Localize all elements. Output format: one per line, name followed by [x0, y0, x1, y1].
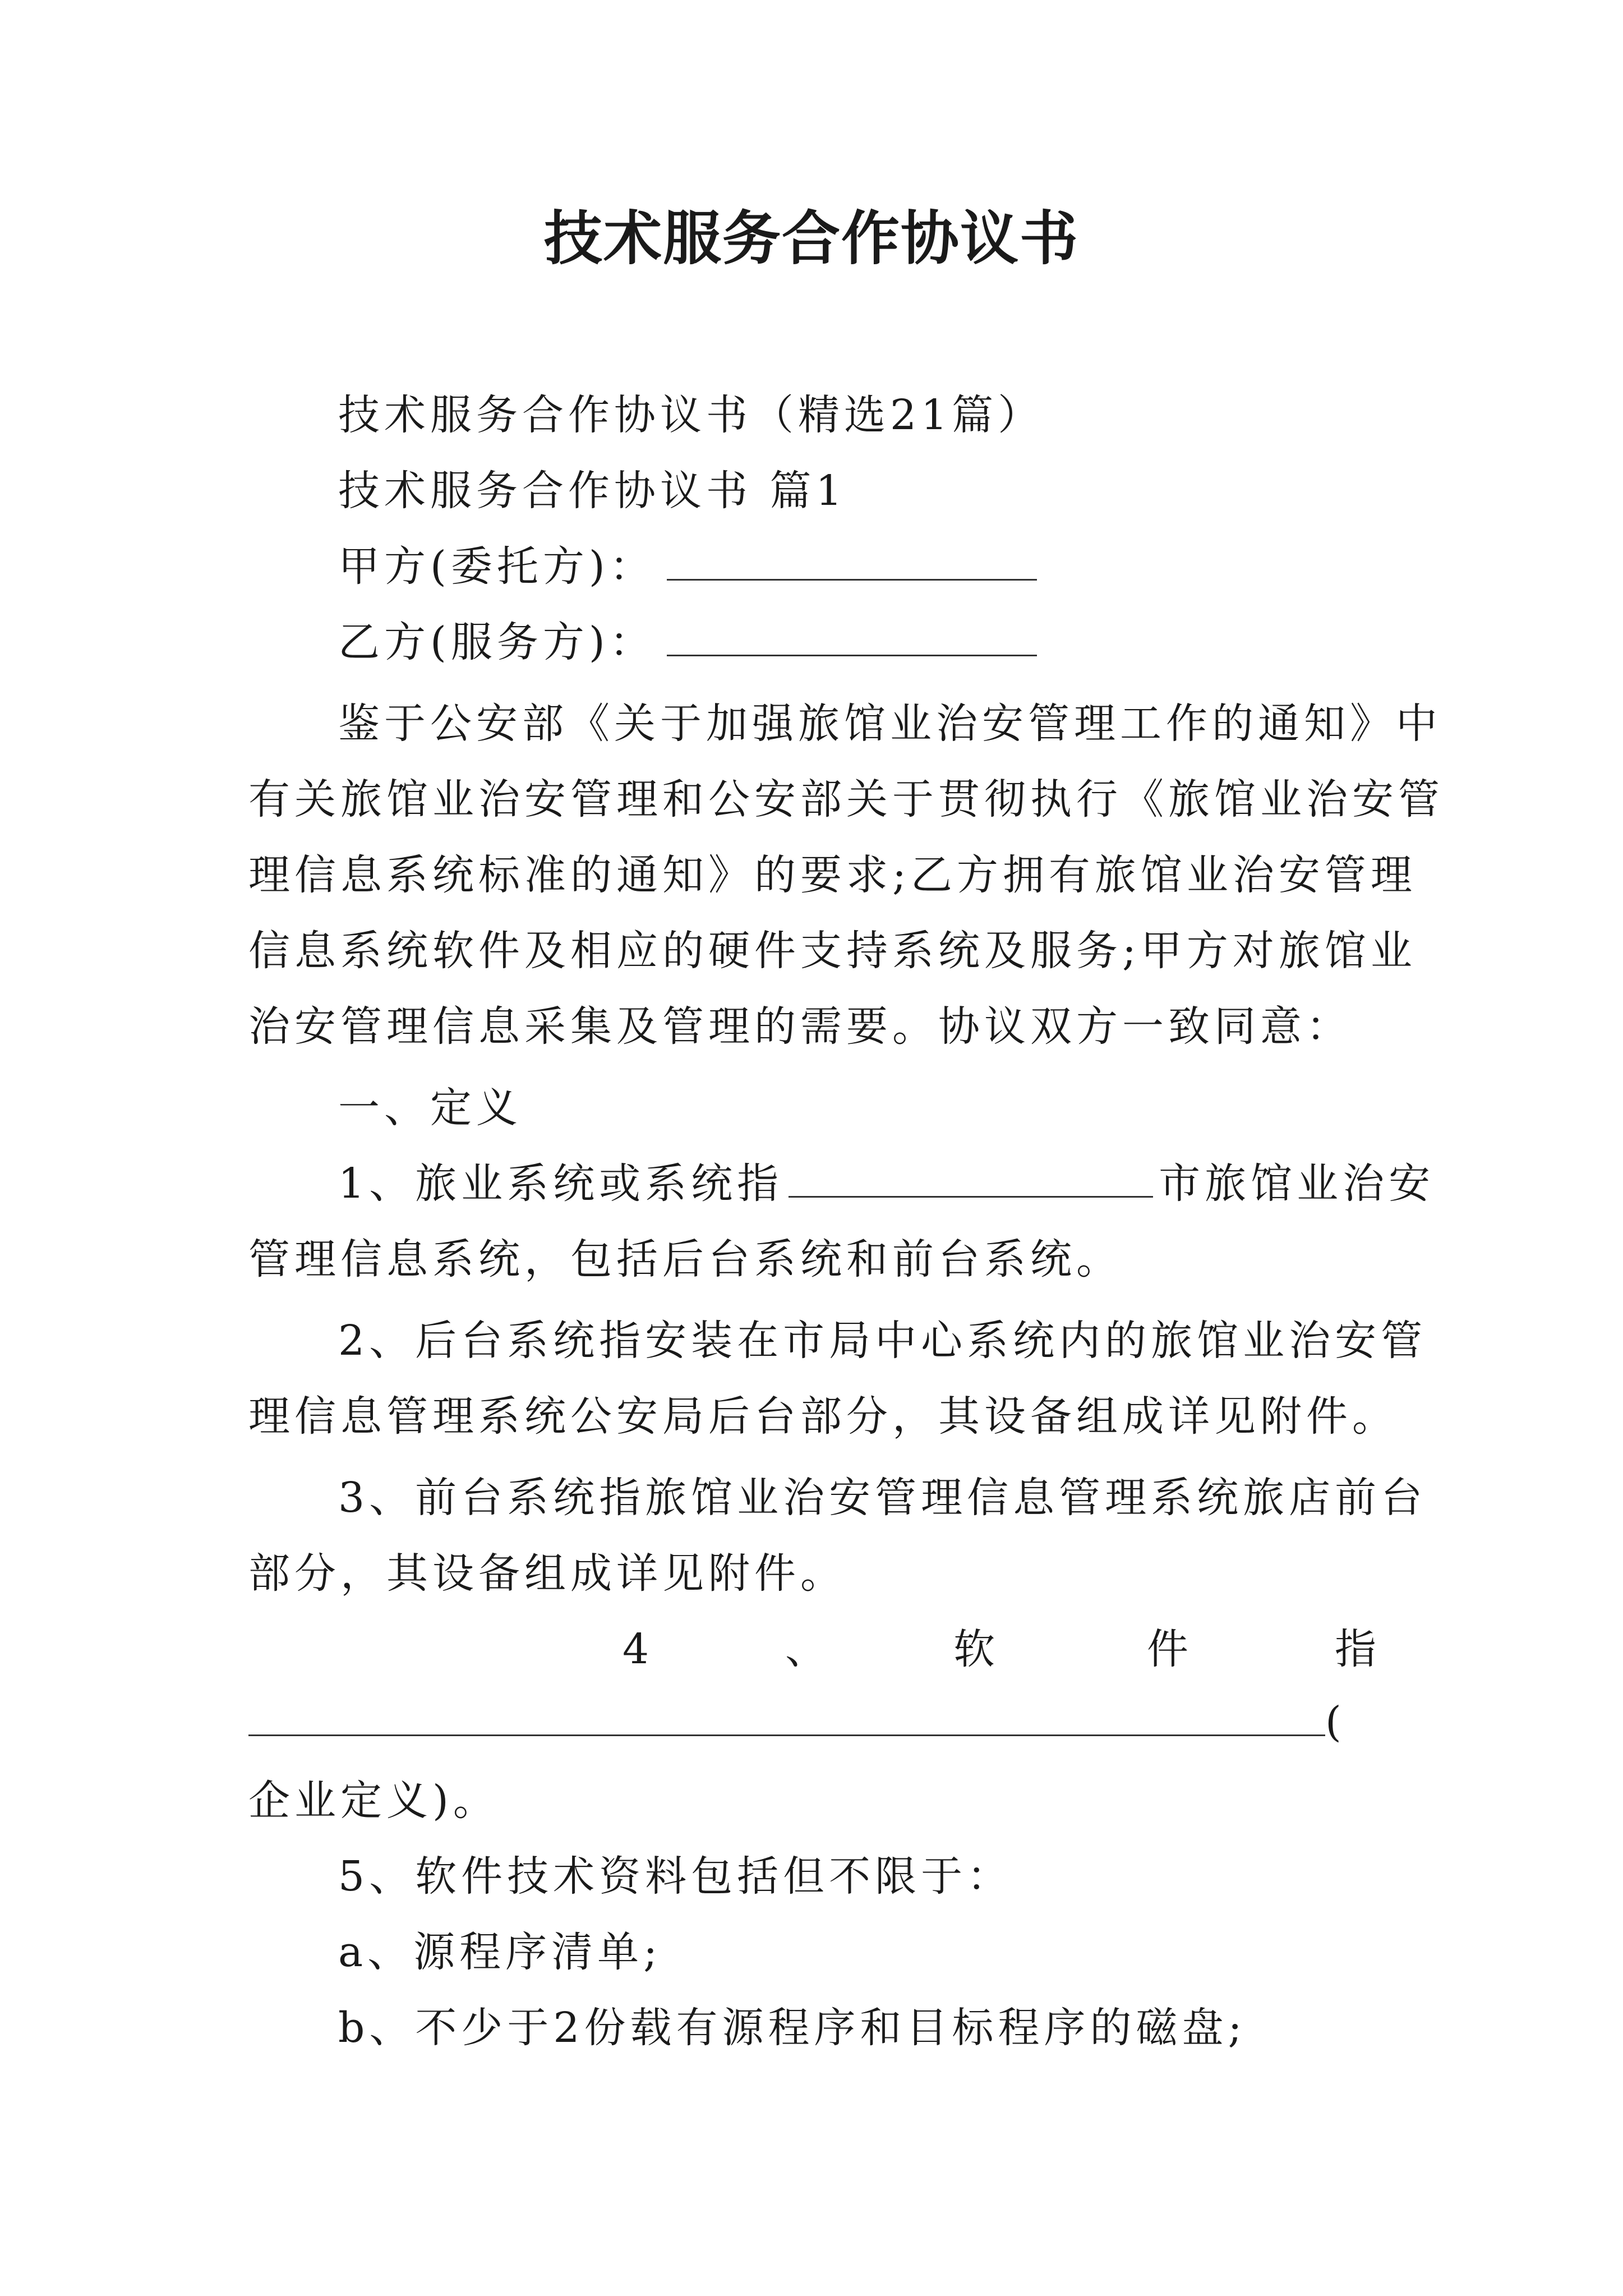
item-4-paren: (	[1325, 1698, 1346, 1746]
party-a-blank	[667, 540, 1037, 581]
party-b-blank	[667, 615, 1037, 656]
item-4-char: 软	[953, 1625, 995, 1673]
party-b-label: 乙方(服务方)：	[338, 618, 656, 666]
item-5b-line: b、不少于2份载有源程序和目标程序的磁盘;	[338, 2004, 1247, 2052]
item-2-line: 理信息管理系统公安局后台部分，其设备组成详见附件。	[248, 1392, 1398, 1441]
item-4-spread-line	[0, 1621, 1623, 1677]
item-4-continuation: 企业定义)。	[248, 1777, 499, 1825]
preamble-line: 信息系统软件及相应的硬件支持系统及服务;甲方对旅馆业	[248, 927, 1417, 975]
item-5-line: 5、软件技术资料包括但不限于：	[338, 1852, 1013, 1901]
preamble-line: 鉴于公安部《关于加强旅馆业治安管理工作的通知》中	[338, 700, 1442, 748]
party-a-line	[338, 539, 1037, 595]
item-1-suffix: 市旅馆业治安	[1159, 1159, 1435, 1208]
preamble-line: 理信息系统标准的通知》的要求;乙方拥有旅馆业治安管理	[248, 851, 1417, 899]
item-4-number: 4	[623, 1625, 649, 1673]
section-heading: 一、定义	[338, 1084, 522, 1132]
item-5a-line: a、源程序清单;	[338, 1928, 662, 1976]
item-4-char: 指	[1335, 1625, 1376, 1673]
subtitle: 技术服务合作协议书（精选21篇）	[338, 391, 1044, 439]
software-blank	[248, 1695, 1325, 1736]
item-4-blank-line	[248, 1694, 1346, 1750]
party-a-label: 甲方(委托方)：	[338, 542, 656, 591]
item-1-prefix: 1、旅业系统或系统指	[338, 1159, 783, 1208]
item-4-separator: 、	[785, 1625, 827, 1673]
city-blank	[789, 1157, 1153, 1198]
item-3-line: 3、前台系统指旅馆业治安管理信息管理系统旅店前台	[338, 1474, 1427, 1522]
chapter-heading: 技术服务合作协议书 篇1	[338, 467, 847, 515]
preamble-line: 有关旅馆业治安管理和公安部关于贯彻执行《旅馆业治安管	[248, 775, 1444, 823]
item-1-line	[338, 1156, 1435, 1212]
document-title: 技术服务合作协议书	[543, 204, 1079, 273]
item-2-line: 2、后台系统指安装在市局中心系统内的旅馆业治安管	[338, 1317, 1427, 1365]
item-3-line: 部分，其设备组成详见附件。	[248, 1549, 846, 1598]
party-b-line	[338, 614, 1037, 670]
preamble-line: 治安管理信息采集及管理的需要。协议双方一致同意：	[248, 1002, 1352, 1051]
item-4-char: 件	[1147, 1625, 1188, 1673]
item-1-continuation: 管理信息系统，包括后台系统和前台系统。	[248, 1235, 1122, 1283]
